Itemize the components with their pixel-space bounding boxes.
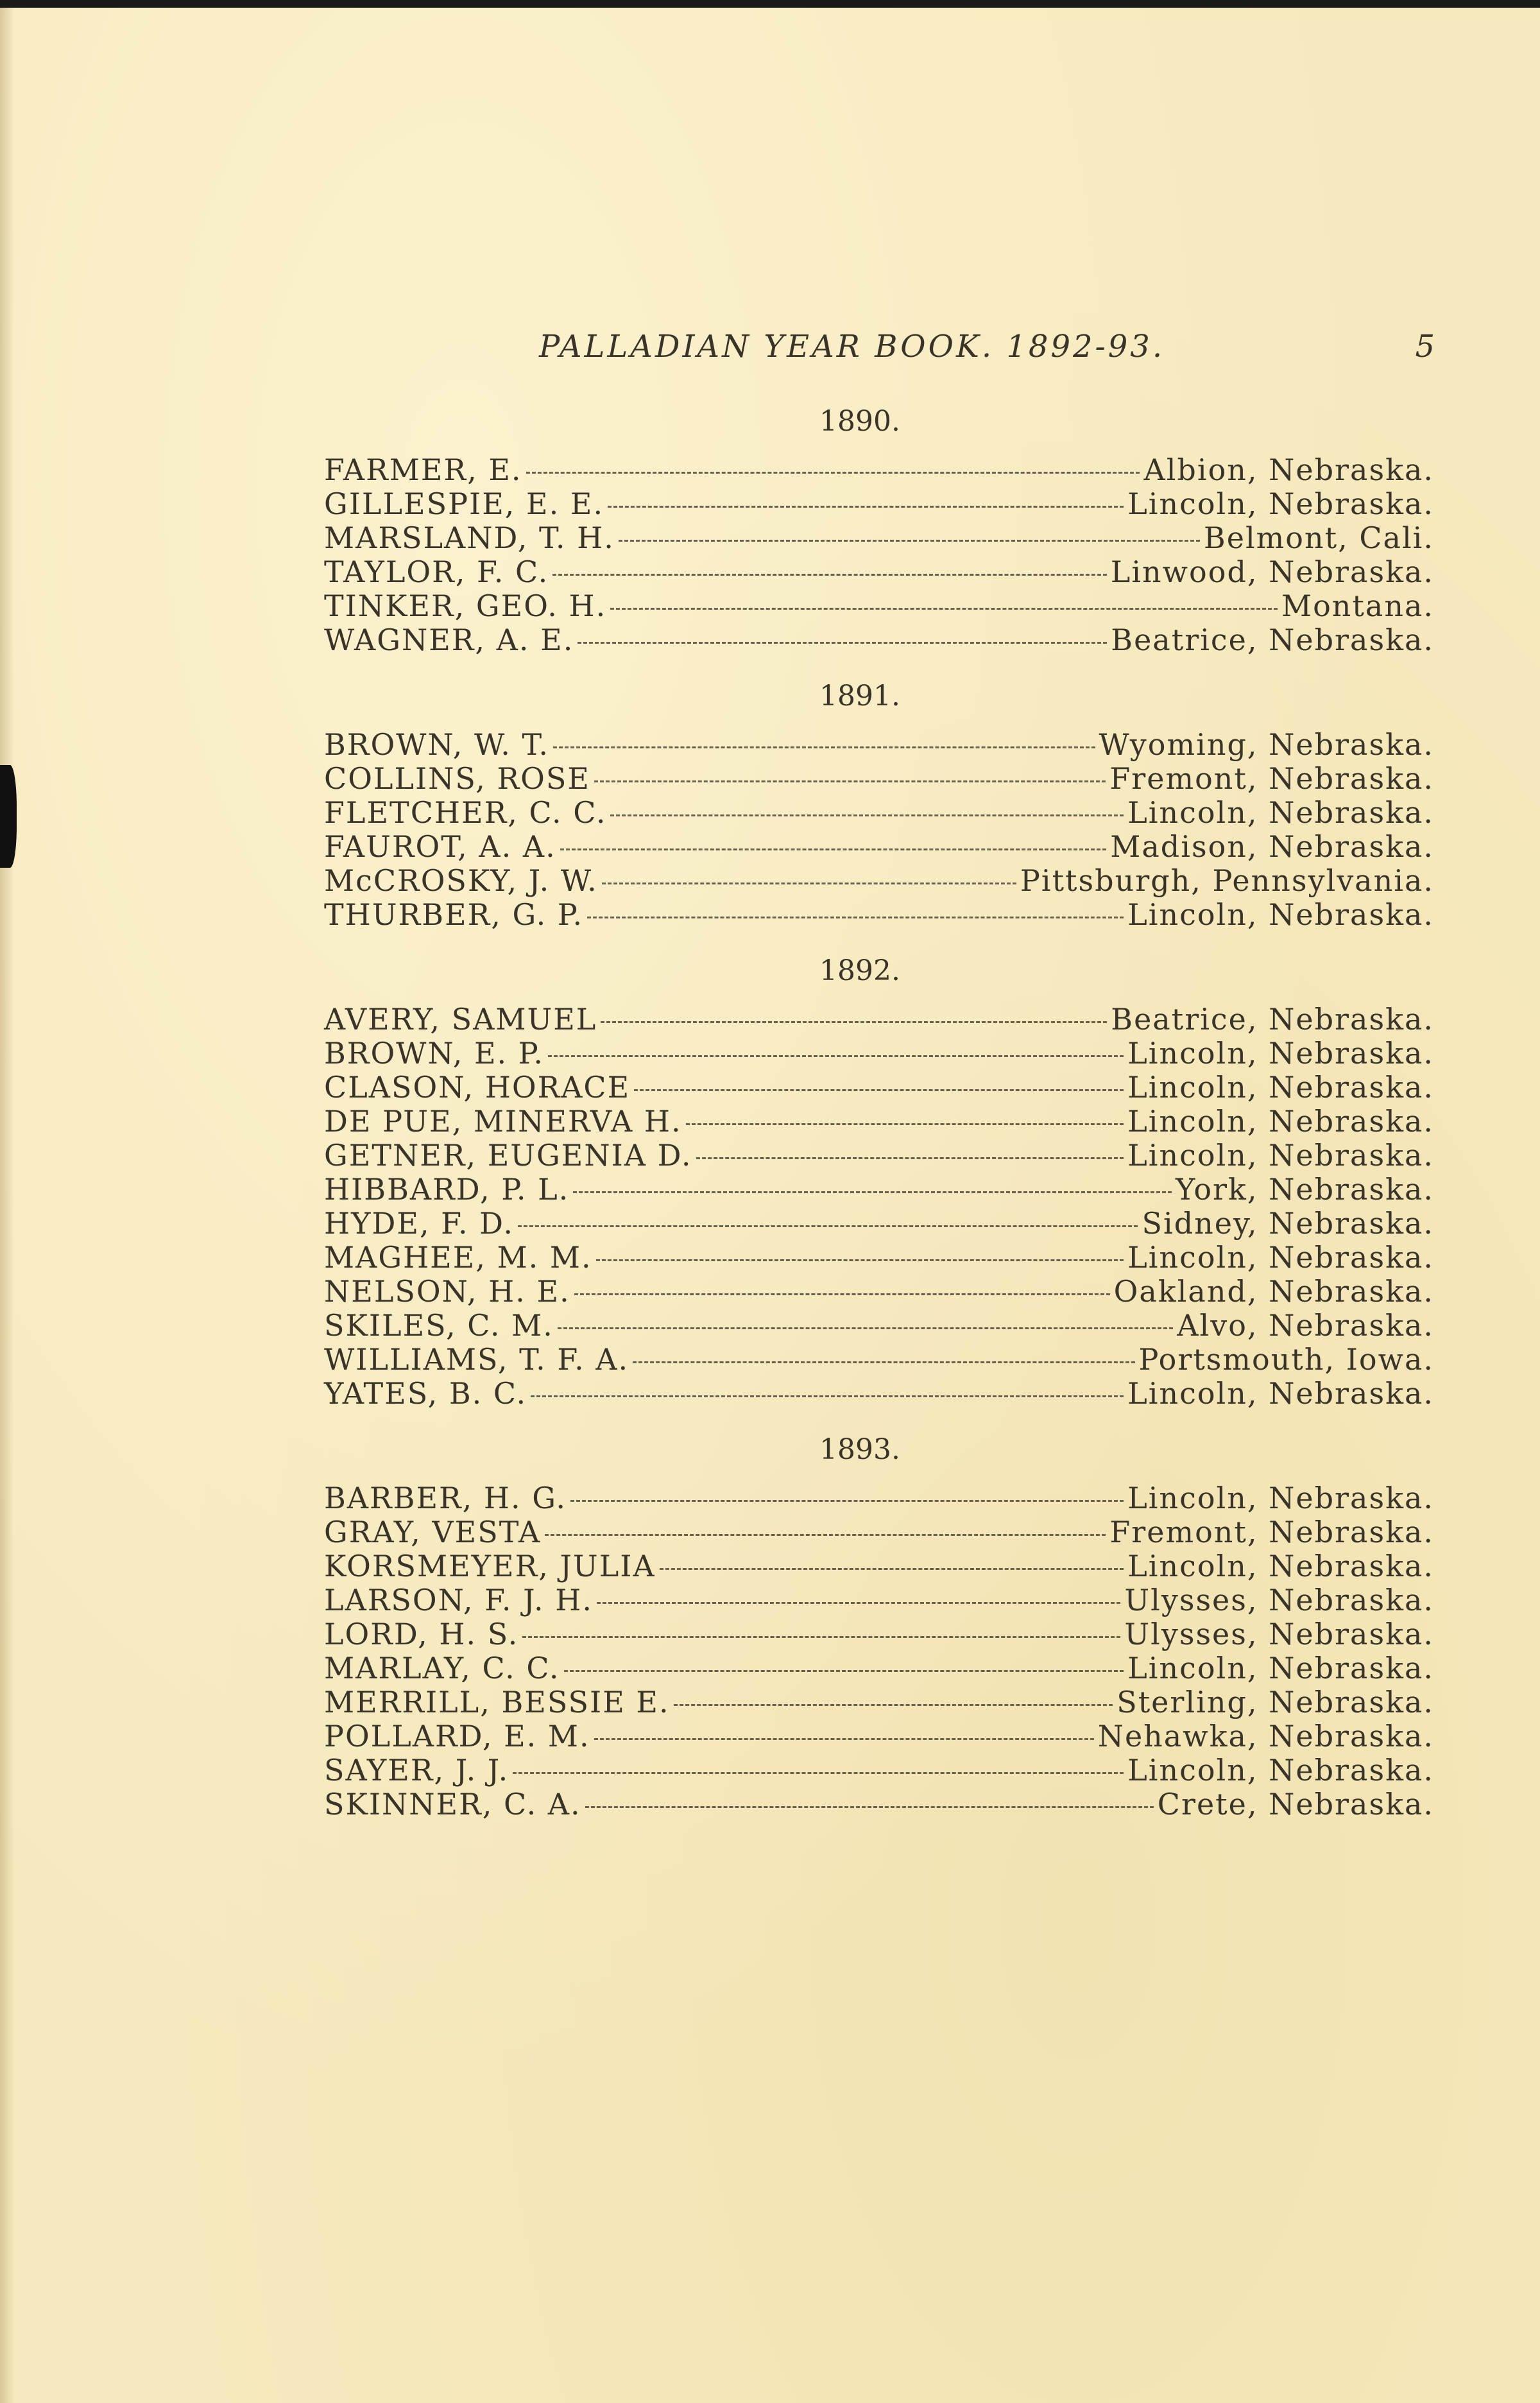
member-entry <box>324 1651 1434 1685</box>
member-entry <box>324 521 1434 555</box>
dot-leader <box>594 1738 1094 1740</box>
member-residence: Crete, Nebraska. <box>1157 1787 1434 1822</box>
member-residence: Sterling, Nebraska. <box>1116 1685 1434 1719</box>
member-residence: Ulysses, Nebraska. <box>1124 1583 1434 1617</box>
member-name: YATES, B. C. <box>324 1376 527 1411</box>
member-entry <box>324 1617 1434 1651</box>
member-residence: Lincoln, Nebraska. <box>1127 1376 1434 1411</box>
member-entry <box>324 487 1434 521</box>
member-residence: Lincoln, Nebraska. <box>1127 1240 1434 1275</box>
dot-leader <box>660 1568 1124 1570</box>
member-residence: Lincoln, Nebraska. <box>1127 487 1434 521</box>
dot-leader <box>531 1395 1124 1397</box>
member-name: HYDE, F. D. <box>324 1206 515 1241</box>
member-entry <box>324 453 1434 487</box>
member-entry <box>324 830 1434 864</box>
member-name: AVERY, SAMUEL <box>324 1002 597 1037</box>
member-residence: York, Nebraska. <box>1175 1172 1434 1207</box>
dot-leader <box>578 642 1107 644</box>
member-residence: Lincoln, Nebraska. <box>1127 897 1434 932</box>
member-name: SAYER, J. J. <box>324 1753 509 1787</box>
member-entry <box>324 1583 1434 1617</box>
member-name: LORD, H. S. <box>324 1617 519 1651</box>
member-entry <box>324 1481 1434 1515</box>
class-year-section <box>324 949 1434 1411</box>
member-residence: Madison, Nebraska. <box>1110 829 1434 864</box>
member-entry <box>324 1753 1434 1787</box>
dot-leader <box>570 1500 1124 1502</box>
member-name: THURBER, G. P. <box>324 897 584 932</box>
member-residence: Lincoln, Nebraska. <box>1127 795 1434 830</box>
member-residence: Nehawka, Nebraska. <box>1097 1719 1434 1753</box>
member-name: FLETCHER, C. C. <box>324 795 607 830</box>
member-residence: Ulysses, Nebraska. <box>1124 1617 1434 1651</box>
member-name: BROWN, W. T. <box>324 727 550 762</box>
dot-leader <box>573 1191 1172 1193</box>
member-residence: Oakland, Nebraska. <box>1113 1274 1434 1309</box>
dot-leader <box>585 1806 1154 1808</box>
year-heading: 1891. <box>819 680 900 712</box>
year-heading: 1892. <box>819 954 900 987</box>
member-entry <box>324 1343 1434 1377</box>
dot-leader <box>513 1772 1124 1774</box>
dot-leader <box>526 472 1140 474</box>
member-name: GILLESPIE, E. E. <box>324 487 604 521</box>
member-name: CLASON, HORACE <box>324 1070 631 1105</box>
member-name: McCROSKY, J. W. <box>324 863 598 898</box>
member-entry <box>324 762 1434 796</box>
member-residence: Beatrice, Nebraska. <box>1111 1002 1434 1037</box>
member-name: MARLAY, C. C. <box>324 1651 560 1685</box>
member-residence: Pittsburgh, Pennsylvania. <box>1020 863 1434 898</box>
member-name: FARMER, E. <box>324 452 522 487</box>
member-name: TAYLOR, F. C. <box>324 555 549 589</box>
year-heading: 1890. <box>819 405 900 438</box>
member-name: GRAY, VESTA <box>324 1515 542 1549</box>
member-entry <box>324 1003 1434 1037</box>
member-name: HIBBARD, P. L. <box>324 1172 570 1207</box>
member-entry <box>324 1173 1434 1207</box>
dot-leader <box>587 917 1124 918</box>
dot-leader <box>545 1534 1106 1536</box>
book-page <box>0 8 1540 2403</box>
member-residence: Lincoln, Nebraska. <box>1127 1104 1434 1139</box>
member-entry <box>324 1071 1434 1105</box>
dot-leader <box>601 1021 1107 1023</box>
binding-hole <box>0 765 17 868</box>
member-name: LARSON, F. J. H. <box>324 1583 594 1617</box>
member-residence: Lincoln, Nebraska. <box>1127 1651 1434 1685</box>
member-name: POLLARD, E. M. <box>324 1719 590 1753</box>
dot-leader <box>608 506 1124 508</box>
member-entry <box>324 1275 1434 1309</box>
year-heading: 1893. <box>819 1433 900 1466</box>
member-entry <box>324 728 1434 762</box>
member-entry <box>324 1207 1434 1241</box>
member-name: SKINNER, C. A. <box>324 1787 581 1822</box>
dot-leader <box>633 1361 1134 1363</box>
member-residence: Wyoming, Nebraska. <box>1099 727 1434 762</box>
header-title: PALLADIAN YEAR BOOK. 1892-93. <box>539 329 1165 365</box>
member-name: COLLINS, ROSE <box>324 761 590 796</box>
member-residence: Lincoln, Nebraska. <box>1127 1070 1434 1105</box>
member-entry <box>324 1515 1434 1549</box>
member-entry <box>324 1719 1434 1753</box>
member-residence: Lincoln, Nebraska. <box>1127 1036 1434 1071</box>
member-name: MERRILL, BESSIE E. <box>324 1685 670 1719</box>
member-residence: Belmont, Cali. <box>1203 521 1434 555</box>
dot-leader <box>548 1055 1124 1057</box>
dot-leader <box>594 780 1106 782</box>
member-entry <box>324 1105 1434 1139</box>
dot-leader <box>634 1089 1124 1091</box>
roster-sections <box>324 399 1434 1822</box>
member-name: NELSON, H. E. <box>324 1274 570 1309</box>
dot-leader <box>619 540 1200 542</box>
member-name: WAGNER, A. E. <box>324 623 574 657</box>
dot-leader <box>597 1602 1120 1604</box>
class-year-section <box>324 399 1434 657</box>
member-entry <box>324 1377 1434 1411</box>
member-entry <box>324 1241 1434 1275</box>
member-entry <box>324 864 1434 898</box>
dot-leader <box>522 1636 1120 1638</box>
dot-leader <box>560 848 1107 850</box>
member-entry <box>324 898 1434 932</box>
member-residence: Beatrice, Nebraska. <box>1111 623 1434 657</box>
running-header <box>539 329 1450 367</box>
dot-leader <box>696 1157 1124 1159</box>
dot-leader <box>596 1259 1124 1261</box>
member-entry <box>324 623 1434 657</box>
member-name: MAGHEE, M. M. <box>324 1240 592 1275</box>
dot-leader <box>552 574 1107 576</box>
member-residence: Fremont, Nebraska. <box>1109 1515 1434 1549</box>
dot-leader <box>610 608 1278 610</box>
dot-leader <box>602 883 1016 884</box>
member-name: KORSMEYER, JULIA <box>324 1549 656 1583</box>
member-residence: Lincoln, Nebraska. <box>1127 1481 1434 1515</box>
dot-leader <box>674 1704 1113 1706</box>
dot-leader <box>686 1123 1124 1125</box>
dot-leader <box>564 1670 1124 1672</box>
page-number: 5 <box>1415 329 1437 365</box>
member-entry <box>324 796 1434 830</box>
member-name: TINKER, GEO. H. <box>324 589 607 623</box>
member-entry <box>324 555 1434 589</box>
member-entry <box>324 1139 1434 1173</box>
dot-leader <box>518 1225 1138 1227</box>
member-entry <box>324 1685 1434 1719</box>
member-entry <box>324 1787 1434 1822</box>
dot-leader <box>553 746 1095 748</box>
member-name: FAUROT, A. A. <box>324 829 556 864</box>
member-entry <box>324 1549 1434 1583</box>
member-entry <box>324 1037 1434 1071</box>
member-name: BARBER, H. G. <box>324 1481 567 1515</box>
member-residence: Alvo, Nebraska. <box>1177 1308 1434 1343</box>
member-name: WILLIAMS, T. F. A. <box>324 1342 629 1377</box>
member-residence: Lincoln, Nebraska. <box>1127 1549 1434 1583</box>
class-year-section <box>324 1427 1434 1822</box>
dot-leader <box>574 1293 1110 1295</box>
member-name: BROWN, E. P. <box>324 1036 545 1071</box>
member-entry <box>324 589 1434 623</box>
member-name: GETNER, EUGENIA D. <box>324 1138 692 1173</box>
member-name: SKILES, C. M. <box>324 1308 554 1343</box>
member-entry <box>324 1309 1434 1343</box>
member-residence: Lincoln, Nebraska. <box>1127 1753 1434 1787</box>
member-name: MARSLAND, T. H. <box>324 521 615 555</box>
member-residence: Portsmouth, Iowa. <box>1138 1342 1434 1377</box>
member-residence: Linwood, Nebraska. <box>1110 555 1434 589</box>
member-residence: Sidney, Nebraska. <box>1142 1206 1434 1241</box>
member-residence: Lincoln, Nebraska. <box>1127 1138 1434 1173</box>
member-name: DE PUE, MINERVA H. <box>324 1104 682 1139</box>
member-residence: Albion, Nebraska. <box>1143 452 1434 487</box>
member-residence: Fremont, Nebraska. <box>1109 761 1434 796</box>
page-edge-shadow <box>0 8 14 2403</box>
member-residence: Montana. <box>1281 589 1434 623</box>
dot-leader <box>610 814 1124 816</box>
dot-leader <box>558 1327 1173 1329</box>
class-year-section <box>324 674 1434 932</box>
